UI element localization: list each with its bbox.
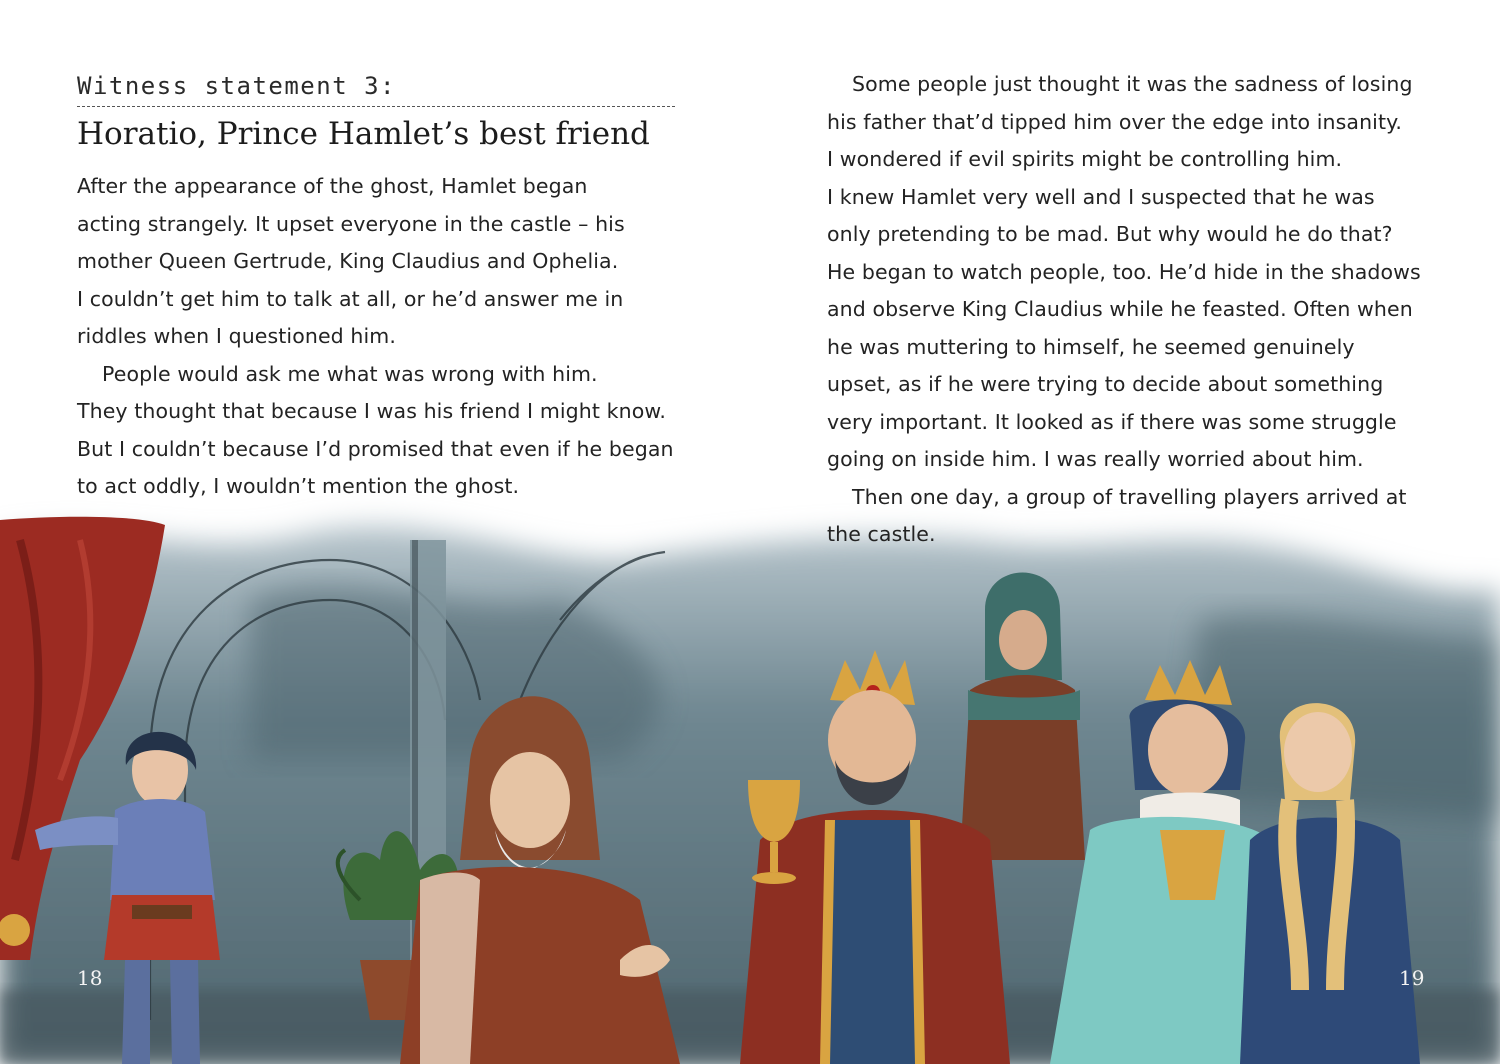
text-line: to act oddly, I wouldn’t mention the ghost. [77, 474, 520, 498]
text-line: riddles when I questioned him. [77, 324, 396, 348]
left-body-text [77, 168, 674, 506]
text-line: his father that’d tipped him over the edge into insanity. [827, 109, 1403, 134]
text-line: But I couldn’t because I’d promised that even if he began [77, 436, 674, 461]
text-line: I wondered if evil spirits might be controlling him. [827, 147, 1343, 171]
text-line: I couldn’t get him to talk at all, or he’d answer me in [77, 286, 624, 311]
text-line: and observe King Claudius while he feasted. Often when [827, 297, 1413, 321]
text-line: the castle. [827, 522, 936, 546]
text-line: They thought that because I was his friend I might know. [77, 399, 666, 423]
text-line: He began to watch people, too. He’d hide in the shadows [827, 259, 1421, 284]
page-number: 19 [1399, 966, 1425, 990]
page-number: 18 [77, 966, 103, 990]
text-line: After the appearance of the ghost, Hamlet began [77, 174, 588, 198]
text-line: very important. It looked as if there was some struggle [827, 409, 1397, 434]
text-line: going on inside him. I was really worried about him. [827, 447, 1364, 471]
text-line: he was muttering to himself, he seemed genuinely [827, 334, 1355, 359]
chapter-heading: Horatio, Prince Hamlet’s best friend [77, 116, 650, 152]
witness-statement-label: Witness statement 3: [77, 72, 675, 107]
text-line: People would ask me what was wrong with him. [102, 361, 598, 386]
text-line: acting strangely. It upset everyone in the castle – his [77, 211, 625, 236]
right-page [750, 0, 1500, 1064]
text-line: I knew Hamlet very well and I suspected that he was [827, 184, 1375, 209]
text-line: upset, as if he were trying to decide about something [827, 372, 1384, 396]
right-body-text [827, 66, 1421, 554]
text-line: Then one day, a group of travelling players arrived at [852, 484, 1407, 509]
text-line: mother Queen Gertrude, King Claudius and Ophelia. [77, 249, 619, 273]
text-line: Some people just thought it was the sadness of losing [852, 72, 1413, 96]
text-line: only pretending to be mad. But why would he do that? [827, 222, 1393, 246]
